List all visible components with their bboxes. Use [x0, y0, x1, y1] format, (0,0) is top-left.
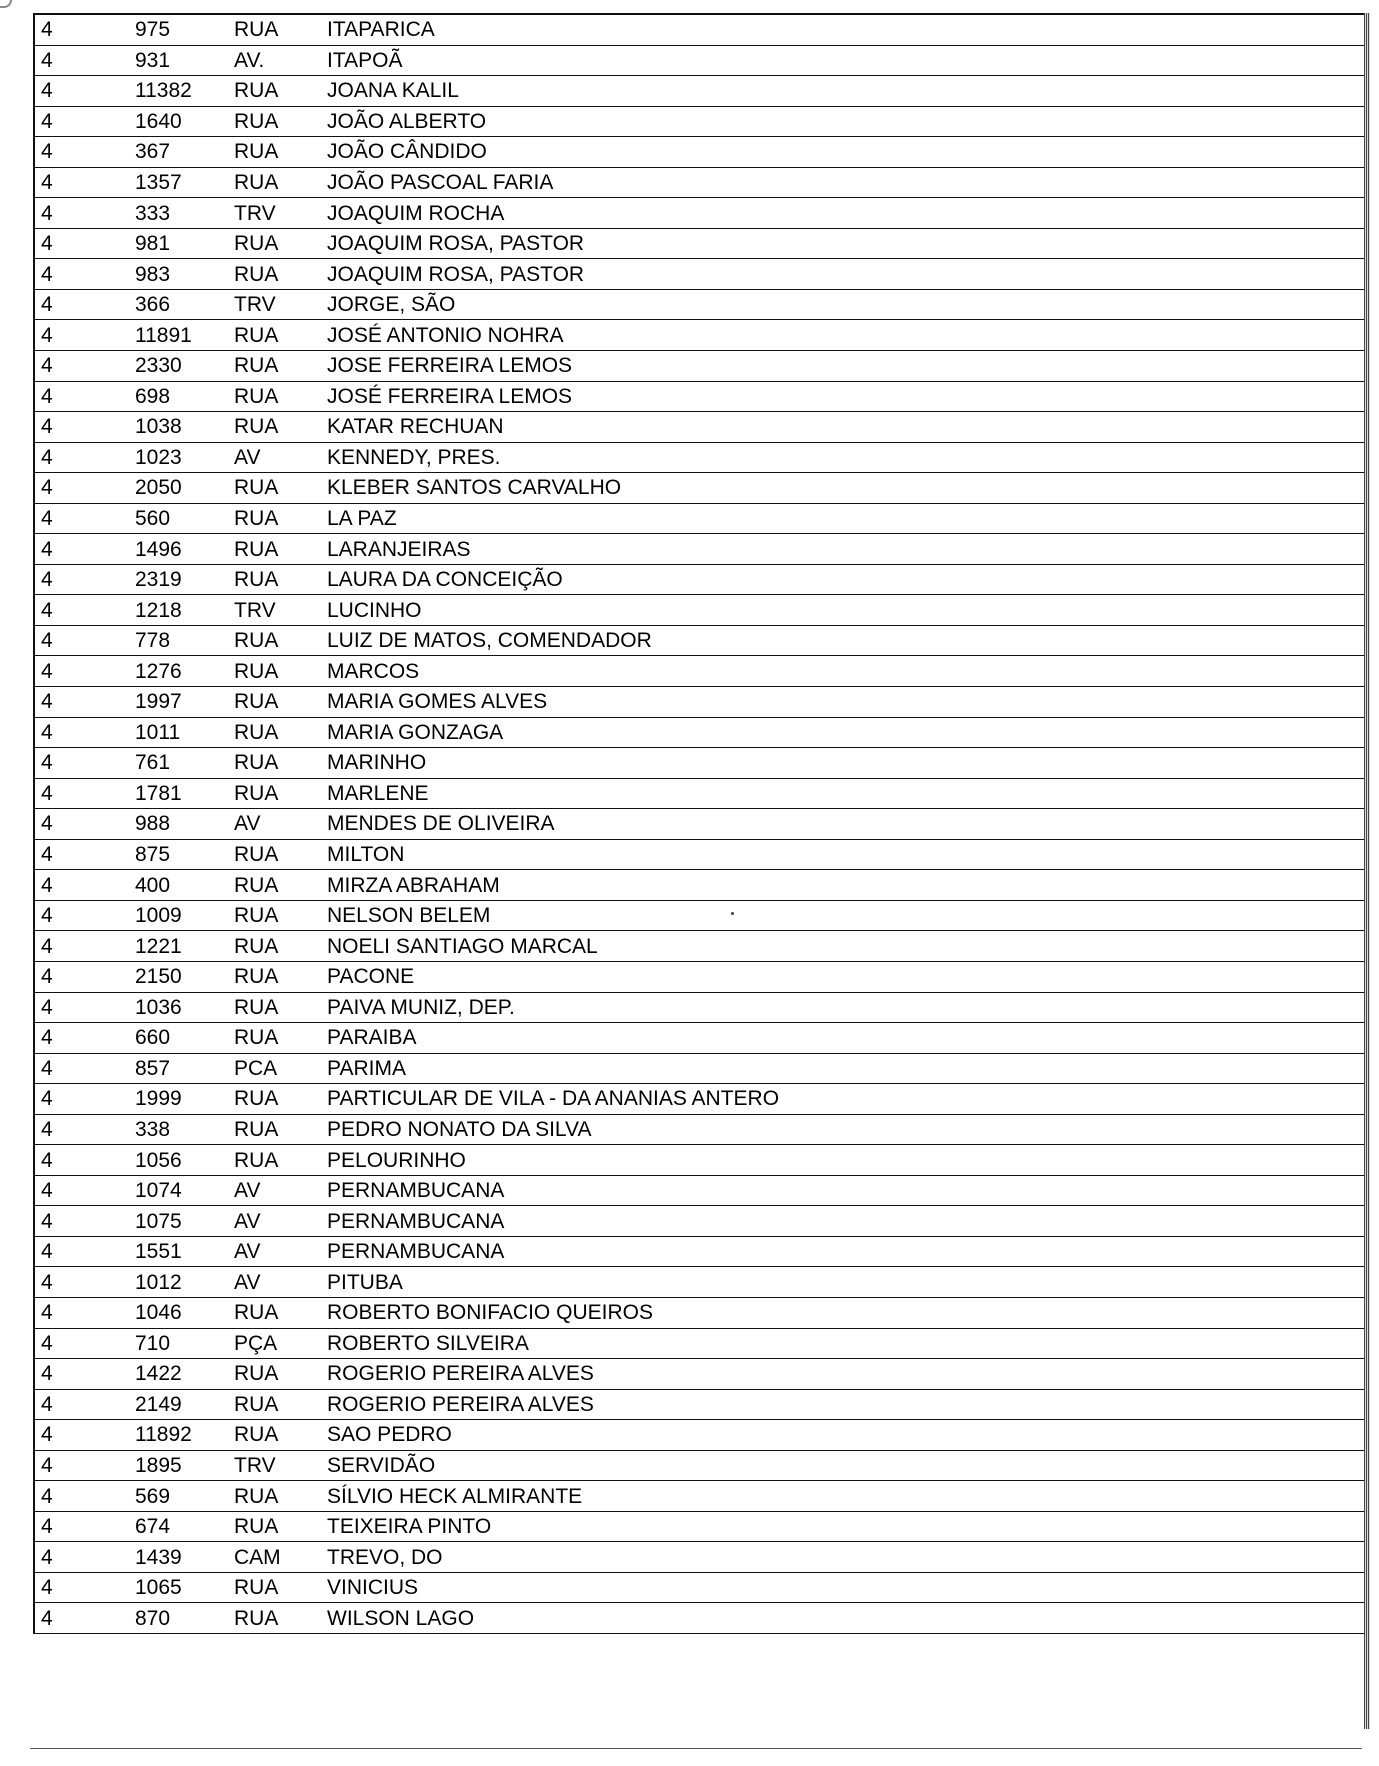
- code-cell: 11891: [135, 323, 192, 347]
- street-name-cell: KATAR RECHUAN: [327, 415, 504, 439]
- code-cell: 1218: [135, 598, 182, 622]
- street-type-cell: RUA: [234, 415, 279, 439]
- street-type-cell: PÇA: [234, 1331, 278, 1355]
- code-cell: 1012: [135, 1270, 182, 1294]
- street-name-cell: LUIZ DE MATOS, COMENDADOR: [327, 629, 652, 653]
- sector-cell: 4: [41, 1056, 53, 1080]
- code-cell: 1439: [135, 1545, 182, 1569]
- table-row: [35, 1603, 1364, 1634]
- code-cell: 1074: [135, 1179, 182, 1203]
- street-type-cell: RUA: [234, 1423, 279, 1447]
- scan-edge-shadow: [1364, 13, 1370, 1729]
- table-row: [35, 1359, 1364, 1390]
- code-cell: 367: [135, 140, 171, 164]
- sector-cell: 4: [41, 995, 53, 1019]
- table-row: [35, 443, 1364, 474]
- code-cell: 1009: [135, 904, 182, 928]
- street-name-cell: PITUBA: [327, 1270, 403, 1294]
- table-row: [35, 840, 1364, 871]
- street-type-cell: RUA: [234, 140, 279, 164]
- code-cell: 1056: [135, 1148, 182, 1172]
- sector-cell: 4: [41, 1117, 53, 1141]
- street-name-cell: ROGERIO PEREIRA ALVES: [327, 1392, 594, 1416]
- table-row: [35, 1329, 1364, 1360]
- street-name-cell: JOSE FERREIRA LEMOS: [327, 354, 573, 378]
- sector-cell: 4: [41, 476, 53, 500]
- code-cell: 338: [135, 1117, 171, 1141]
- street-type-cell: RUA: [234, 109, 279, 133]
- code-cell: 2150: [135, 965, 182, 989]
- street-type-cell: RUA: [234, 537, 279, 561]
- street-type-cell: RUA: [234, 873, 279, 897]
- street-type-cell: CAM: [234, 1545, 281, 1569]
- sector-cell: 4: [41, 1270, 53, 1294]
- sector-cell: 4: [41, 1179, 53, 1203]
- code-cell: 1011: [135, 720, 181, 744]
- table-row: [35, 412, 1364, 443]
- street-name-cell: TREVO, DO: [327, 1545, 443, 1569]
- table-row: [35, 718, 1364, 749]
- sector-cell: 4: [41, 1148, 53, 1172]
- street-type-cell: TRV: [234, 201, 276, 225]
- code-cell: 875: [135, 843, 171, 867]
- code-cell: 569: [135, 1484, 171, 1508]
- street-name-cell: WILSON LAGO: [327, 1606, 475, 1630]
- code-cell: 1496: [135, 537, 182, 561]
- code-cell: 1221: [135, 934, 182, 958]
- street-name-cell: MARCOS: [327, 659, 420, 683]
- sector-cell: 4: [41, 1240, 53, 1264]
- street-type-cell: PCA: [234, 1056, 278, 1080]
- table-row: [35, 1573, 1364, 1604]
- code-cell: 1036: [135, 995, 182, 1019]
- street-name-cell: LA PAZ: [327, 507, 397, 531]
- street-type-cell: RUA: [234, 232, 279, 256]
- sector-cell: 4: [41, 262, 53, 286]
- table-row: [35, 76, 1364, 107]
- sector-cell: 4: [41, 1606, 53, 1630]
- scan-speck: [731, 912, 734, 915]
- sector-cell: 4: [41, 171, 53, 194]
- code-cell: 1065: [135, 1576, 182, 1600]
- street-name-cell: PARAIBA: [327, 1026, 417, 1050]
- table-row: [35, 229, 1364, 260]
- table-row: [35, 168, 1364, 199]
- table-row: [35, 748, 1364, 779]
- street-type-cell: RUA: [234, 1515, 279, 1539]
- code-cell: 2050: [135, 476, 182, 500]
- sector-cell: 4: [41, 1484, 53, 1508]
- code-cell: 1422: [135, 1362, 182, 1386]
- sector-cell: 4: [41, 904, 53, 928]
- street-name-cell: KENNEDY, PRES.: [327, 445, 501, 469]
- table-row: [35, 382, 1364, 413]
- sector-cell: 4: [41, 1545, 53, 1569]
- street-name-cell: PEDRO NONATO DA SILVA: [327, 1117, 592, 1141]
- code-cell: 1781: [135, 781, 182, 805]
- table-row: [35, 1542, 1364, 1573]
- street-name-cell: ROGERIO PEREIRA ALVES: [327, 1362, 594, 1386]
- code-cell: 778: [135, 629, 171, 653]
- code-cell: 1551: [135, 1240, 182, 1264]
- street-type-cell: RUA: [234, 262, 279, 286]
- table-row: [35, 259, 1364, 290]
- table-row: [35, 595, 1364, 626]
- code-cell: 761: [135, 751, 171, 775]
- street-type-cell: RUA: [234, 1576, 279, 1600]
- street-type-cell: RUA: [234, 1484, 279, 1508]
- street-type-cell: RUA: [234, 354, 279, 378]
- code-cell: 1276: [135, 659, 182, 683]
- street-type-cell: RUA: [234, 1148, 279, 1172]
- street-type-cell: RUA: [234, 507, 279, 531]
- sector-cell: 4: [41, 1362, 53, 1386]
- code-cell: 698: [135, 384, 171, 408]
- table-row: [35, 290, 1364, 321]
- street-type-cell: RUA: [234, 1117, 279, 1141]
- table-row: [35, 1206, 1364, 1237]
- sector-cell: 4: [41, 1331, 53, 1355]
- street-type-cell: RUA: [234, 1392, 279, 1416]
- street-type-cell: RUA: [234, 171, 279, 194]
- code-cell: 11892: [135, 1423, 192, 1447]
- sector-cell: 4: [41, 873, 53, 897]
- street-type-cell: RUA: [234, 934, 279, 958]
- street-type-cell: RUA: [234, 690, 279, 714]
- sector-cell: 4: [41, 201, 53, 225]
- street-type-cell: RUA: [234, 568, 279, 592]
- sector-cell: 4: [41, 48, 53, 72]
- street-type-cell: RUA: [234, 995, 279, 1019]
- code-cell: 366: [135, 293, 171, 317]
- sector-cell: 4: [41, 293, 53, 317]
- street-name-cell: JOSÉ FERREIRA LEMOS: [327, 384, 573, 408]
- table-row: [35, 1390, 1364, 1421]
- sector-cell: 4: [41, 1515, 53, 1539]
- street-name-cell: JORGE, SÃO: [327, 293, 456, 317]
- street-name-cell: JOÃO ALBERTO: [327, 109, 487, 133]
- sector-cell: 4: [41, 1423, 53, 1447]
- sector-cell: 4: [41, 445, 53, 469]
- table-row: [35, 1054, 1364, 1085]
- street-name-cell: JOAQUIM ROCHA: [327, 201, 505, 225]
- page-bottom-rule: [30, 1748, 1362, 1749]
- table-row: [35, 779, 1364, 810]
- code-cell: 2330: [135, 354, 182, 378]
- table-row: [35, 1267, 1364, 1298]
- street-name-cell: VINICIUS: [327, 1576, 419, 1600]
- code-cell: 1997: [135, 690, 182, 714]
- code-cell: 710: [135, 1331, 171, 1355]
- sector-cell: 4: [41, 720, 53, 744]
- street-type-cell: AV.: [234, 48, 265, 72]
- sector-cell: 4: [41, 1301, 53, 1325]
- street-name-cell: SÍLVIO HECK ALMIRANTE: [327, 1484, 583, 1508]
- street-type-cell: RUA: [234, 323, 279, 347]
- sector-cell: 4: [41, 629, 53, 653]
- table-row: [35, 15, 1364, 46]
- table-row: [35, 1176, 1364, 1207]
- sector-cell: 4: [41, 781, 53, 805]
- street-name-cell: LARANJEIRAS: [327, 537, 471, 561]
- street-type-cell: RUA: [234, 1026, 279, 1050]
- sector-cell: 4: [41, 1026, 53, 1050]
- street-type-cell: RUA: [234, 965, 279, 989]
- street-name-cell: JOÃO PASCOAL FARIA: [327, 171, 554, 194]
- sector-cell: 4: [41, 79, 53, 103]
- code-cell: 975: [135, 18, 171, 42]
- sector-cell: 4: [41, 109, 53, 133]
- street-name-cell: NELSON BELEM: [327, 904, 491, 928]
- street-name-cell: MENDES DE OLIVEIRA: [327, 812, 555, 836]
- code-cell: 400: [135, 873, 171, 897]
- street-type-cell: AV: [234, 1240, 261, 1264]
- sector-cell: 4: [41, 18, 53, 42]
- street-name-cell: ITAPOÃ: [327, 48, 403, 72]
- street-name-cell: LAURA DA CONCEIÇÃO: [327, 568, 563, 592]
- street-type-cell: TRV: [234, 293, 276, 317]
- street-type-cell: AV: [234, 1270, 261, 1294]
- table-row: [35, 504, 1364, 535]
- street-name-cell: SERVIDÃO: [327, 1453, 436, 1477]
- code-cell: 11382: [135, 79, 192, 103]
- sector-cell: 4: [41, 598, 53, 622]
- code-cell: 2319: [135, 568, 182, 592]
- street-name-cell: JOANA KALIL: [327, 79, 459, 103]
- sector-cell: 4: [41, 659, 53, 683]
- street-table: [33, 13, 1366, 1634]
- sector-cell: 4: [41, 415, 53, 439]
- table-row: [35, 1298, 1364, 1329]
- street-type-cell: RUA: [234, 904, 279, 928]
- code-cell: 857: [135, 1056, 171, 1080]
- street-type-cell: RUA: [234, 720, 279, 744]
- street-name-cell: ROBERTO BONIFACIO QUEIROS: [327, 1301, 653, 1325]
- sector-cell: 4: [41, 1453, 53, 1477]
- street-type-cell: RUA: [234, 384, 279, 408]
- street-type-cell: TRV: [234, 598, 276, 622]
- sector-cell: 4: [41, 537, 53, 561]
- code-cell: 1038: [135, 415, 182, 439]
- table-row: [35, 626, 1364, 657]
- street-name-cell: PERNAMBUCANA: [327, 1240, 505, 1264]
- sector-cell: 4: [41, 568, 53, 592]
- street-name-cell: SAO PEDRO: [327, 1423, 452, 1447]
- sector-cell: 4: [41, 507, 53, 531]
- table-row: [35, 687, 1364, 718]
- table-row: [35, 962, 1364, 993]
- street-type-cell: RUA: [234, 843, 279, 867]
- street-type-cell: AV: [234, 1179, 261, 1203]
- sector-cell: 4: [41, 1392, 53, 1416]
- street-type-cell: RUA: [234, 476, 279, 500]
- street-name-cell: PERNAMBUCANA: [327, 1179, 505, 1203]
- table-row: [35, 1023, 1364, 1054]
- code-cell: 660: [135, 1026, 171, 1050]
- street-type-cell: AV: [234, 1209, 261, 1233]
- street-name-cell: JOAQUIM ROSA, PASTOR: [327, 232, 585, 256]
- code-cell: 981: [135, 232, 171, 256]
- code-cell: 1640: [135, 109, 182, 133]
- table-row: [35, 1481, 1364, 1512]
- street-name-cell: LUCINHO: [327, 598, 422, 622]
- street-name-cell: KLEBER SANTOS CARVALHO: [327, 476, 622, 500]
- street-type-cell: RUA: [234, 79, 279, 103]
- code-cell: 1895: [135, 1453, 182, 1477]
- table-row: [35, 107, 1364, 138]
- code-cell: 2149: [135, 1392, 182, 1416]
- street-name-cell: PAIVA MUNIZ, DEP.: [327, 995, 515, 1019]
- street-type-cell: RUA: [234, 751, 279, 775]
- sector-cell: 4: [41, 354, 53, 378]
- code-cell: 674: [135, 1515, 171, 1539]
- street-name-cell: JOSÉ ANTONIO NOHRA: [327, 323, 564, 347]
- code-cell: 1075: [135, 1209, 182, 1233]
- street-name-cell: ITAPARICA: [327, 18, 435, 42]
- table-row: [35, 351, 1364, 382]
- table-row: [35, 993, 1364, 1024]
- street-name-cell: PARIMA: [327, 1056, 406, 1080]
- table-row: [35, 1145, 1364, 1176]
- street-type-cell: AV: [234, 445, 261, 469]
- table-row: [35, 198, 1364, 229]
- sector-cell: 4: [41, 965, 53, 989]
- table-row: [35, 870, 1364, 901]
- code-cell: 1357: [135, 171, 182, 194]
- street-name-cell: TEIXEIRA PINTO: [327, 1515, 492, 1539]
- street-type-cell: RUA: [234, 1362, 279, 1386]
- sector-cell: 4: [41, 384, 53, 408]
- street-type-cell: AV: [234, 812, 261, 836]
- table-row: [35, 1115, 1364, 1146]
- table-row: [35, 1420, 1364, 1451]
- street-name-cell: PARTICULAR DE VILA - DA ANANIAS ANTERO: [327, 1087, 780, 1111]
- sector-cell: 4: [41, 751, 53, 775]
- code-cell: 560: [135, 507, 171, 531]
- street-name-cell: MARINHO: [327, 751, 427, 775]
- code-cell: 931: [135, 48, 171, 72]
- code-cell: 983: [135, 262, 171, 286]
- street-name-cell: JOÃO CÂNDIDO: [327, 140, 487, 164]
- sector-cell: 4: [41, 140, 53, 164]
- street-name-cell: MARLENE: [327, 781, 429, 805]
- table-row: [35, 473, 1364, 504]
- table-row: [35, 1512, 1364, 1543]
- table-row: [35, 137, 1364, 168]
- street-name-cell: MARIA GOMES ALVES: [327, 690, 548, 714]
- street-name-cell: ROBERTO SILVEIRA: [327, 1331, 529, 1355]
- sector-cell: 4: [41, 843, 53, 867]
- street-name-cell: NOELI SANTIAGO MARCAL: [327, 934, 598, 958]
- code-cell: 333: [135, 201, 171, 225]
- page-corner-mark: [0, 0, 12, 8]
- code-cell: 1023: [135, 445, 182, 469]
- table-row: [35, 1084, 1364, 1115]
- table-row: [35, 656, 1364, 687]
- street-type-cell: RUA: [234, 18, 279, 42]
- sector-cell: 4: [41, 1087, 53, 1111]
- street-name-cell: PERNAMBUCANA: [327, 1209, 505, 1233]
- sector-cell: 4: [41, 690, 53, 714]
- table-row: [35, 901, 1364, 932]
- code-cell: 988: [135, 812, 171, 836]
- table-row: [35, 565, 1364, 596]
- table-row: [35, 1237, 1364, 1268]
- code-cell: 1999: [135, 1087, 182, 1111]
- table-row: [35, 534, 1364, 565]
- street-name-cell: MARIA GONZAGA: [327, 720, 504, 744]
- sector-cell: 4: [41, 934, 53, 958]
- code-cell: 1046: [135, 1301, 182, 1325]
- sector-cell: 4: [41, 232, 53, 256]
- street-name-cell: MILTON: [327, 843, 405, 867]
- street-type-cell: RUA: [234, 1606, 279, 1630]
- street-type-cell: RUA: [234, 781, 279, 805]
- code-cell: 870: [135, 1606, 171, 1630]
- table-row: [35, 931, 1364, 962]
- street-name-cell: JOAQUIM ROSA, PASTOR: [327, 262, 585, 286]
- street-type-cell: RUA: [234, 1301, 279, 1325]
- table-row: [35, 809, 1364, 840]
- street-name-cell: PELOURINHO: [327, 1148, 466, 1172]
- street-type-cell: RUA: [234, 629, 279, 653]
- sector-cell: 4: [41, 323, 53, 347]
- table-row: [35, 1451, 1364, 1482]
- sector-cell: 4: [41, 1576, 53, 1600]
- street-name-cell: MIRZA ABRAHAM: [327, 873, 500, 897]
- table-row: [35, 46, 1364, 77]
- sector-cell: 4: [41, 812, 53, 836]
- street-type-cell: TRV: [234, 1453, 276, 1477]
- street-type-cell: RUA: [234, 659, 279, 683]
- sector-cell: 4: [41, 1209, 53, 1233]
- table-row: [35, 320, 1364, 351]
- street-name-cell: PACONE: [327, 965, 415, 989]
- street-type-cell: RUA: [234, 1087, 279, 1111]
